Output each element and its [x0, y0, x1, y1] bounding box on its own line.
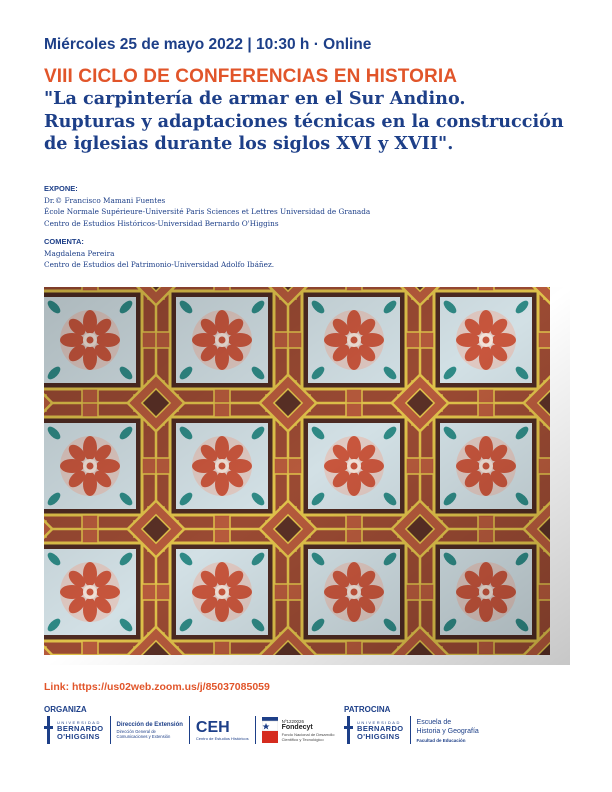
talk-title-line-3: de iglesias durante los siglos XVI y XVII".: [44, 133, 454, 154]
expone-heading: EXPONE:: [44, 184, 78, 193]
ubo-mark-icon: [44, 716, 54, 744]
extension-logo: [117, 721, 183, 739]
logo-divider: [410, 716, 411, 744]
expone-affiliation-1: École Normale Supérieure-Université Paris Sciences et Lettres Universidad de Granada: [44, 207, 371, 216]
event-date: Miércoles 25 de mayo 2022 | 10:30 h · Online: [44, 36, 372, 53]
escuela-line-2: Historia y Geografía: [416, 727, 479, 735]
patrocina-label: PATROCINA: [344, 705, 391, 714]
talk-title-line-1: "La carpintería de armar en el Sur Andino.: [44, 88, 466, 109]
expone-name: Dr.© Francisco Mamani Fuentes: [44, 195, 166, 205]
comenta-name: Magdalena Pereira: [44, 248, 115, 258]
ubo-mark-icon: [344, 716, 354, 744]
ceh-subtitle: Centro de Estudios Históricos: [195, 735, 249, 741]
logo-divider: [110, 716, 111, 744]
fondecyt-name: Fondecyt: [281, 723, 313, 731]
speaker-credits: [44, 183, 370, 271]
chile-government-shield-icon: [262, 717, 278, 743]
carved-ceiling-photo: [44, 287, 570, 665]
ceh-logo: [196, 720, 249, 741]
fondecyt-desc-1: Fondo Nacional de Desarrollo: [281, 731, 335, 737]
ubo-name-line-1: BERNARDO: [357, 723, 404, 733]
expone-affiliation-2: Centro de Estudios Históricos-Universidad Bernardo O'Higgins: [44, 218, 279, 228]
extension-title: Dirección de Extensión: [116, 722, 183, 728]
ubo-name-line-1: BERNARDO: [57, 723, 104, 733]
extension-sub-2: Comunicaciones y Extensión: [116, 734, 171, 739]
logo-divider: [189, 716, 190, 744]
escuela-logo: [417, 718, 479, 743]
fondecyt-code: Nº1220026: [281, 718, 305, 724]
organiza-label: ORGANIZA: [44, 705, 87, 714]
logo-divider: [255, 716, 256, 744]
escuela-line-1: Escuela de: [416, 718, 452, 726]
ubo-logo: [44, 716, 104, 744]
zoom-link[interactable]: Link: https://us02web.zoom.us/j/85037085059: [44, 681, 270, 693]
patrocina-logos: [344, 716, 479, 744]
organiza-logos: [44, 716, 335, 744]
ceh-title: CEH: [195, 718, 230, 736]
fondecyt-logo: [262, 717, 335, 743]
ubo-name-line-2: O'HIGGINS: [357, 731, 400, 741]
talk-title-line-2: Rupturas y adaptaciones técnicas en la construcción: [44, 110, 564, 132]
facultad-label: Facultad de Educación: [416, 737, 466, 743]
ubo-name-line-2: O'HIGGINS: [57, 731, 100, 741]
extension-sub-1: Dirección General de: [116, 729, 156, 734]
ubo-small-text: UNIVERSIDAD: [57, 719, 101, 725]
comenta-affiliation: Centro de Estudios del Patrimonio-Universidad Adolfo Ibáñez.: [44, 260, 275, 269]
ubo-small-text: UNIVERSIDAD: [357, 719, 401, 725]
cycle-title: VIII CICLO DE CONFERENCIAS EN HISTORIA: [44, 66, 458, 87]
fondecyt-desc-2: Científico y Tecnológico: [281, 736, 324, 742]
comenta-heading: COMENTA:: [44, 237, 84, 246]
ubo-logo-sponsor: [344, 716, 404, 744]
event-title-block: [44, 66, 584, 156]
